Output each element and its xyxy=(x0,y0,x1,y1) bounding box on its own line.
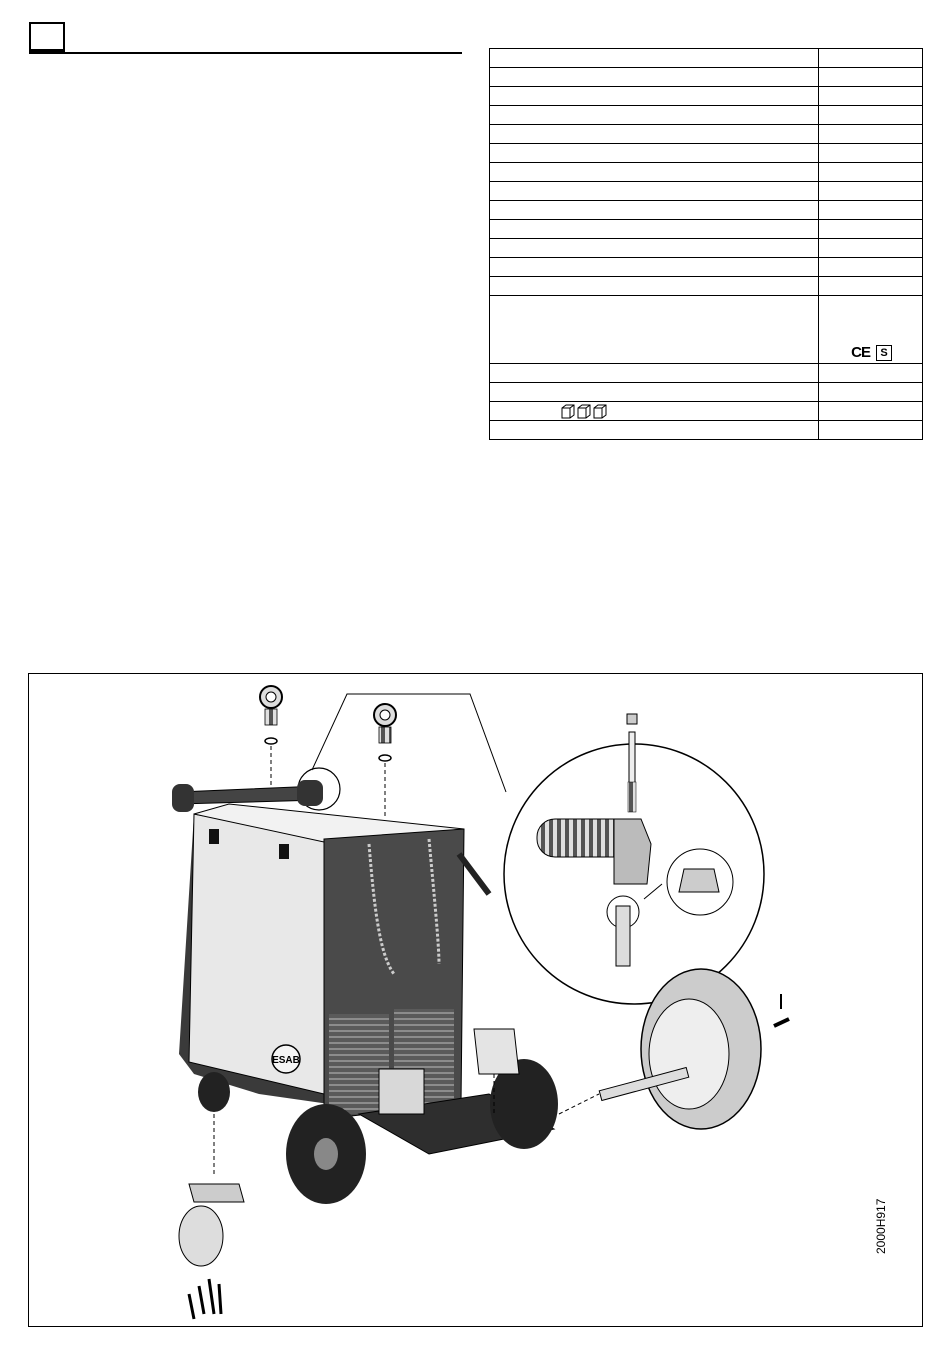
language-box xyxy=(29,22,65,52)
spec-value xyxy=(819,383,923,402)
table-row xyxy=(490,68,923,87)
table-row xyxy=(490,239,923,258)
table-row xyxy=(490,258,923,277)
svg-text:ESAB: ESAB xyxy=(272,1055,300,1066)
spec-label xyxy=(490,201,819,220)
table-row xyxy=(490,421,923,440)
table-row xyxy=(490,220,923,239)
table-row xyxy=(490,87,923,106)
spec-value xyxy=(819,163,923,182)
table-row xyxy=(490,125,923,144)
spec-label xyxy=(490,144,819,163)
spec-value xyxy=(819,402,923,421)
spec-value xyxy=(819,144,923,163)
spec-label xyxy=(490,296,819,364)
spec-value xyxy=(819,49,923,68)
spec-label xyxy=(490,106,819,125)
header-rule xyxy=(29,52,462,54)
spec-label xyxy=(490,49,819,68)
spec-value xyxy=(819,258,923,277)
protection-class-cubes-icon xyxy=(560,403,610,419)
spec-label xyxy=(490,258,819,277)
welding-machine xyxy=(179,804,489,1119)
table-row xyxy=(490,163,923,182)
ce-mark-icon: CE xyxy=(851,344,870,361)
assembly-figure xyxy=(28,673,923,1327)
spec-label xyxy=(490,125,819,144)
spec-value xyxy=(819,106,923,125)
spec-value-marks xyxy=(819,296,923,364)
table-row xyxy=(490,106,923,125)
table-row xyxy=(490,402,923,421)
spec-label xyxy=(490,364,819,383)
spec-label xyxy=(490,87,819,106)
spec-value xyxy=(819,182,923,201)
table-row xyxy=(490,383,923,402)
table-row xyxy=(490,201,923,220)
eyebolt-left xyxy=(260,686,282,789)
table-row xyxy=(490,49,923,68)
spec-value xyxy=(819,125,923,144)
spec-label xyxy=(490,68,819,87)
table-row xyxy=(490,364,923,383)
spec-label xyxy=(490,163,819,182)
spec-label xyxy=(490,277,819,296)
spec-label xyxy=(490,402,819,421)
table-row xyxy=(490,296,923,364)
spec-value xyxy=(819,277,923,296)
assembly-illustration xyxy=(29,674,922,1326)
spec-table xyxy=(489,48,923,440)
swivel-caster xyxy=(179,1114,244,1319)
spec-value xyxy=(819,68,923,87)
table-row xyxy=(490,182,923,201)
spec-label xyxy=(490,239,819,258)
eyebolt-right xyxy=(374,704,396,819)
spec-value xyxy=(819,87,923,106)
spec-label xyxy=(490,421,819,440)
spec-value xyxy=(819,421,923,440)
s-mark-icon: S xyxy=(876,345,892,361)
spec-value xyxy=(819,201,923,220)
table-row xyxy=(490,144,923,163)
figure-code: 2000H917 xyxy=(874,1198,888,1254)
spec-label xyxy=(490,182,819,201)
spec-value xyxy=(819,364,923,383)
table-row xyxy=(490,277,923,296)
spec-label xyxy=(490,220,819,239)
spec-value xyxy=(819,220,923,239)
spec-label xyxy=(490,383,819,402)
spec-value xyxy=(819,239,923,258)
